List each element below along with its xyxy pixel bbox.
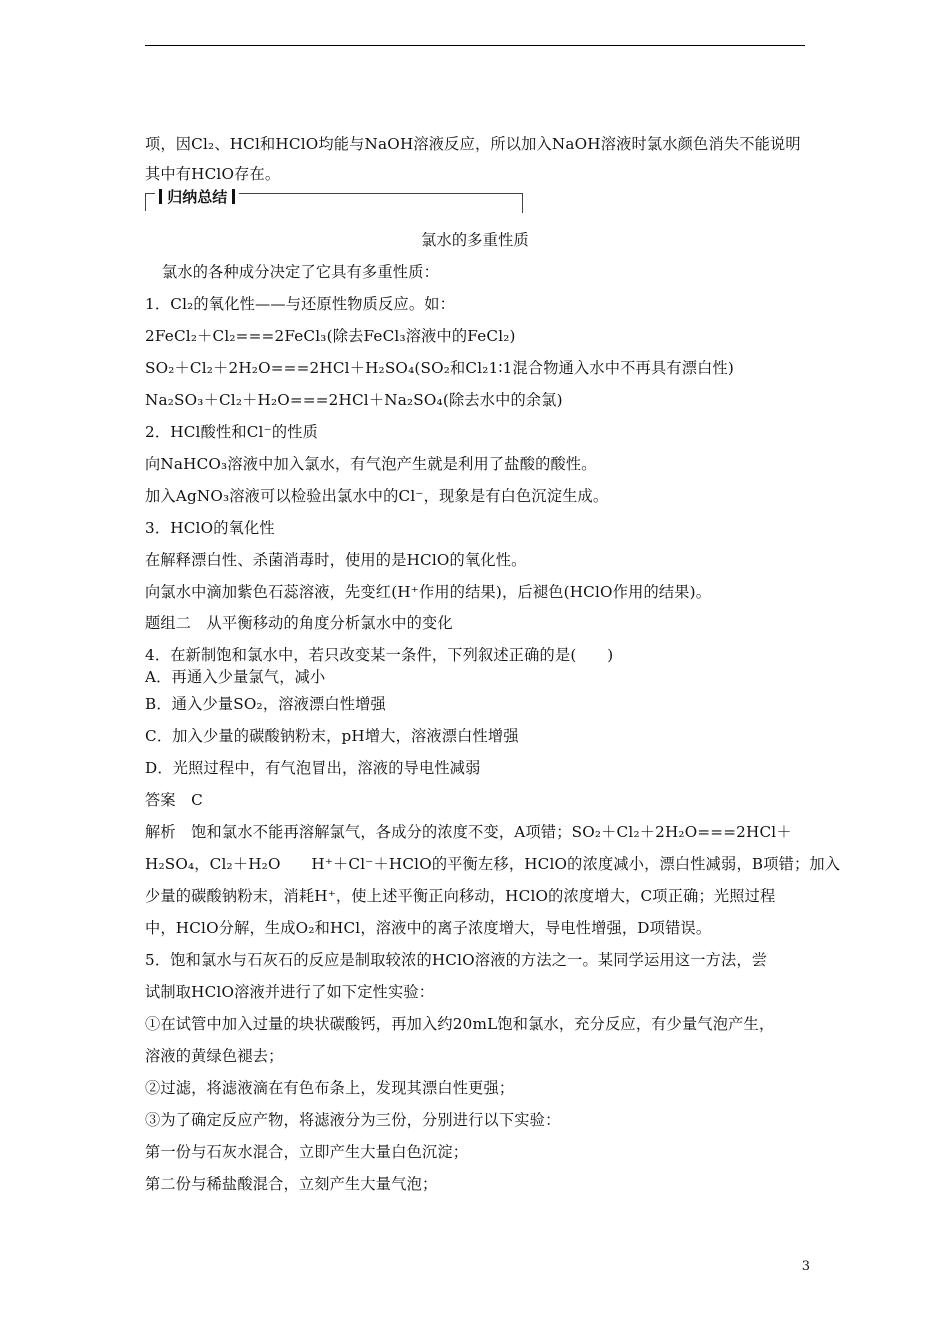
experiment-step: ③为了确定反应产物，将滤液分为三份，分别进行以下实验： xyxy=(145,1111,561,1129)
page-number: 3 xyxy=(801,1259,810,1274)
experiment-step: ②过滤，将滤液滴在有色布条上，发现其漂白性更强； xyxy=(145,1079,515,1097)
question-stem: 试制取HClO溶液并进行了如下定性实验： xyxy=(145,983,435,1001)
equation-line: Na₂SO₃＋Cl₂＋H₂O===2HCl＋Na₂SO₄(除去水中的余氯) xyxy=(145,391,563,409)
text-line: 向NaHCO₃溶液中加入氯水，有气泡产生就是利用了盐酸的酸性。 xyxy=(145,455,597,473)
option-a: A．再通入少量氯气，减小 xyxy=(145,668,326,686)
experiment-step: 第一份与石灰水混合，立即产生大量白色沉淀； xyxy=(145,1143,469,1161)
text-line: 其中有HClO存在。 xyxy=(145,165,281,183)
question-stem: 5．饱和氯水与石灰石的反应是制取较浓的HClO溶液的方法之一。某同学运用这一方法，尝 xyxy=(145,951,768,969)
summary-right-tick xyxy=(522,193,523,213)
experiment-step: 溶液的黄绿色褪去； xyxy=(145,1047,284,1065)
experiment-step: ①在试管中加入过量的块状碳酸钙，再加入约20mL饱和氯水，充分反应，有少量气泡产生， xyxy=(145,1015,775,1033)
text-line: 1．Cl₂的氧化性——与还原性物质反应。如： xyxy=(145,295,456,313)
answer-line: 答案 C xyxy=(145,791,203,809)
equation-line: 2FeCl₂＋Cl₂===2FeCl₃(除去FeCl₃溶液中的FeCl₂) xyxy=(145,327,516,345)
text-line: 项，因Cl₂、HCl和HClO均能与NaOH溶液反应，所以加入NaOH溶液时氯水颜色消失不能说明 xyxy=(145,135,801,153)
option-d: D．光照过程中，有气泡冒出，溶液的导电性减弱 xyxy=(145,759,481,777)
question-stem: 4．在新制饱和氯水中，若只改变某一条件，下列叙述正确的是( ) xyxy=(145,646,614,664)
text-line: 向氯水中滴加紫色石蕊溶液，先变红(H⁺作用的结果)，后褪色(HClO作用的结果)。 xyxy=(145,583,712,601)
analysis-line: 少量的碳酸钠粉末，消耗H⁺，使上述平衡正向移动，HClO的浓度增大，C项正确；光照过程 xyxy=(145,887,776,905)
summary-bar-icon xyxy=(232,189,235,204)
text-line: 氯水的各种成分决定了它具有多重性质： xyxy=(162,263,439,281)
section-title: 氯水的多重性质 xyxy=(421,231,529,249)
summary-label: 归纳总结 xyxy=(155,187,239,207)
option-c: C．加入少量的碳酸钠粉末，pH增大，溶液漂白性增强 xyxy=(145,727,519,745)
text-line: 加入AgNO₃溶液可以检验出氯水中的Cl⁻，现象是有白色沉淀生成。 xyxy=(145,487,609,505)
analysis-line: 解析 饱和氯水不能再溶解氯气，各成分的浓度不变，A项错；SO₂＋Cl₂＋2H₂O===2HCl＋ xyxy=(145,823,792,841)
analysis-line: 中，HClO分解，生成O₂和HCl，溶液中的离子浓度增大，导电性增强，D项错误。 xyxy=(145,919,712,937)
text-line: 3．HClO的氧化性 xyxy=(145,519,275,537)
summary-box-header xyxy=(145,187,525,213)
option-b: B．通入少量SO₂，溶液漂白性增强 xyxy=(145,695,386,713)
analysis-line: H₂SO₄，Cl₂＋H₂O H⁺＋Cl⁻＋HClO的平衡左移，HClO的浓度减小，漂白性减弱，B项错；加入 xyxy=(145,855,841,873)
experiment-step: 第二份与稀盐酸混合，立刻产生大量气泡； xyxy=(145,1175,438,1193)
header-rule xyxy=(145,45,805,46)
equation-line: SO₂＋Cl₂＋2H₂O===2HCl＋H₂SO₄(SO₂和Cl₂1∶1混合物通入水中不再具有漂白性) xyxy=(145,359,735,377)
text-line: 在解释漂白性、杀菌消毒时，使用的是HClO的氧化性。 xyxy=(145,551,527,569)
problem-group-heading: 题组二 从平衡移动的角度分析氯水中的变化 xyxy=(145,614,453,632)
summary-left-tick xyxy=(145,193,146,211)
text-line: 2．HCl酸性和Cl⁻的性质 xyxy=(145,423,318,441)
summary-bar-icon xyxy=(159,189,162,204)
